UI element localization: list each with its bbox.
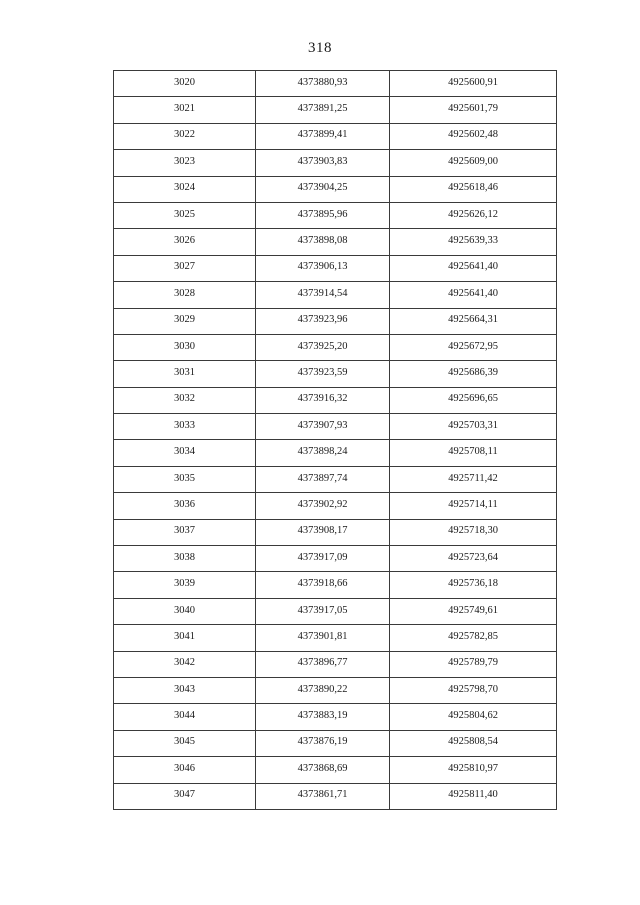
point-number-cell: 3021 xyxy=(114,97,256,123)
point-number-cell: 3044 xyxy=(114,704,256,730)
table-row xyxy=(114,150,557,176)
point-number-cell: 3024 xyxy=(114,176,256,202)
table-row xyxy=(114,361,557,387)
point-number-cell: 3028 xyxy=(114,282,256,308)
x-coordinate-cell: 4373923,59 xyxy=(256,361,390,387)
x-coordinate-cell: 4373914,54 xyxy=(256,282,390,308)
x-coordinate-cell: 4373876,19 xyxy=(256,730,390,756)
x-coordinate-cell: 4373907,93 xyxy=(256,414,390,440)
x-coordinate-cell: 4373917,05 xyxy=(256,598,390,624)
point-number-cell: 3033 xyxy=(114,414,256,440)
point-number-cell: 3043 xyxy=(114,677,256,703)
table-row xyxy=(114,282,557,308)
page-number: 318 xyxy=(308,40,332,56)
x-coordinate-cell: 4373891,25 xyxy=(256,97,390,123)
x-coordinate-cell: 4373896,77 xyxy=(256,651,390,677)
y-coordinate-cell: 4925810,97 xyxy=(390,757,557,783)
x-coordinate-cell: 4373868,69 xyxy=(256,757,390,783)
x-coordinate-cell: 4373903,83 xyxy=(256,150,390,176)
y-coordinate-cell: 4925686,39 xyxy=(390,361,557,387)
y-coordinate-cell: 4925718,30 xyxy=(390,519,557,545)
table-row xyxy=(114,229,557,255)
table-row xyxy=(114,572,557,598)
y-coordinate-cell: 4925626,12 xyxy=(390,202,557,228)
table-row xyxy=(114,677,557,703)
point-number-cell: 3026 xyxy=(114,229,256,255)
table-row xyxy=(114,414,557,440)
y-coordinate-cell: 4925804,62 xyxy=(390,704,557,730)
table-row xyxy=(114,387,557,413)
point-number-cell: 3042 xyxy=(114,651,256,677)
x-coordinate-cell: 4373880,93 xyxy=(256,71,390,97)
y-coordinate-cell: 4925696,65 xyxy=(390,387,557,413)
y-coordinate-cell: 4925609,00 xyxy=(390,150,557,176)
table-row xyxy=(114,334,557,360)
y-coordinate-cell: 4925749,61 xyxy=(390,598,557,624)
x-coordinate-cell: 4373925,20 xyxy=(256,334,390,360)
table-row xyxy=(114,730,557,756)
y-coordinate-cell: 4925789,79 xyxy=(390,651,557,677)
table-row xyxy=(114,466,557,492)
y-coordinate-cell: 4925703,31 xyxy=(390,414,557,440)
y-coordinate-cell: 4925723,64 xyxy=(390,546,557,572)
y-coordinate-cell: 4925711,42 xyxy=(390,466,557,492)
table-row xyxy=(114,651,557,677)
y-coordinate-cell: 4925782,85 xyxy=(390,625,557,651)
x-coordinate-cell: 4373895,96 xyxy=(256,202,390,228)
point-number-cell: 3023 xyxy=(114,150,256,176)
x-coordinate-cell: 4373898,08 xyxy=(256,229,390,255)
x-coordinate-cell: 4373883,19 xyxy=(256,704,390,730)
x-coordinate-cell: 4373916,32 xyxy=(256,387,390,413)
x-coordinate-cell: 4373906,13 xyxy=(256,255,390,281)
x-coordinate-cell: 4373917,09 xyxy=(256,546,390,572)
x-coordinate-cell: 4373902,92 xyxy=(256,493,390,519)
point-number-cell: 3035 xyxy=(114,466,256,492)
table-row xyxy=(114,123,557,149)
y-coordinate-cell: 4925602,48 xyxy=(390,123,557,149)
y-coordinate-cell: 4925808,54 xyxy=(390,730,557,756)
table-row xyxy=(114,97,557,123)
point-number-cell: 3031 xyxy=(114,361,256,387)
table-row xyxy=(114,493,557,519)
y-coordinate-cell: 4925618,46 xyxy=(390,176,557,202)
coordinates-table xyxy=(113,70,557,810)
x-coordinate-cell: 4373898,24 xyxy=(256,440,390,466)
point-number-cell: 3039 xyxy=(114,572,256,598)
y-coordinate-cell: 4925600,91 xyxy=(390,71,557,97)
y-coordinate-cell: 4925641,40 xyxy=(390,255,557,281)
x-coordinate-cell: 4373861,71 xyxy=(256,783,390,809)
point-number-cell: 3020 xyxy=(114,71,256,97)
table-row xyxy=(114,757,557,783)
point-number-cell: 3030 xyxy=(114,334,256,360)
x-coordinate-cell: 4373918,66 xyxy=(256,572,390,598)
point-number-cell: 3025 xyxy=(114,202,256,228)
y-coordinate-cell: 4925639,33 xyxy=(390,229,557,255)
table-row xyxy=(114,704,557,730)
table-row xyxy=(114,440,557,466)
x-coordinate-cell: 4373923,96 xyxy=(256,308,390,334)
table-row xyxy=(114,625,557,651)
x-coordinate-cell: 4373897,74 xyxy=(256,466,390,492)
y-coordinate-cell: 4925714,11 xyxy=(390,493,557,519)
point-number-cell: 3038 xyxy=(114,546,256,572)
table-row xyxy=(114,202,557,228)
x-coordinate-cell: 4373901,81 xyxy=(256,625,390,651)
y-coordinate-cell: 4925672,95 xyxy=(390,334,557,360)
y-coordinate-cell: 4925601,79 xyxy=(390,97,557,123)
point-number-cell: 3046 xyxy=(114,757,256,783)
y-coordinate-cell: 4925798,70 xyxy=(390,677,557,703)
x-coordinate-cell: 4373890,22 xyxy=(256,677,390,703)
point-number-cell: 3029 xyxy=(114,308,256,334)
table-row xyxy=(114,519,557,545)
point-number-cell: 3037 xyxy=(114,519,256,545)
table-row xyxy=(114,176,557,202)
point-number-cell: 3040 xyxy=(114,598,256,624)
point-number-cell: 3041 xyxy=(114,625,256,651)
point-number-cell: 3027 xyxy=(114,255,256,281)
y-coordinate-cell: 4925664,31 xyxy=(390,308,557,334)
table-row xyxy=(114,598,557,624)
x-coordinate-cell: 4373899,41 xyxy=(256,123,390,149)
table-row xyxy=(114,308,557,334)
table-row xyxy=(114,783,557,809)
y-coordinate-cell: 4925641,40 xyxy=(390,282,557,308)
y-coordinate-cell: 4925811,40 xyxy=(390,783,557,809)
x-coordinate-cell: 4373904,25 xyxy=(256,176,390,202)
point-number-cell: 3036 xyxy=(114,493,256,519)
y-coordinate-cell: 4925736,18 xyxy=(390,572,557,598)
point-number-cell: 3034 xyxy=(114,440,256,466)
table-row xyxy=(114,255,557,281)
point-number-cell: 3045 xyxy=(114,730,256,756)
table-row xyxy=(114,546,557,572)
point-number-cell: 3047 xyxy=(114,783,256,809)
point-number-cell: 3022 xyxy=(114,123,256,149)
coordinates-table-body xyxy=(114,71,557,810)
y-coordinate-cell: 4925708,11 xyxy=(390,440,557,466)
x-coordinate-cell: 4373908,17 xyxy=(256,519,390,545)
table-row xyxy=(114,71,557,97)
point-number-cell: 3032 xyxy=(114,387,256,413)
